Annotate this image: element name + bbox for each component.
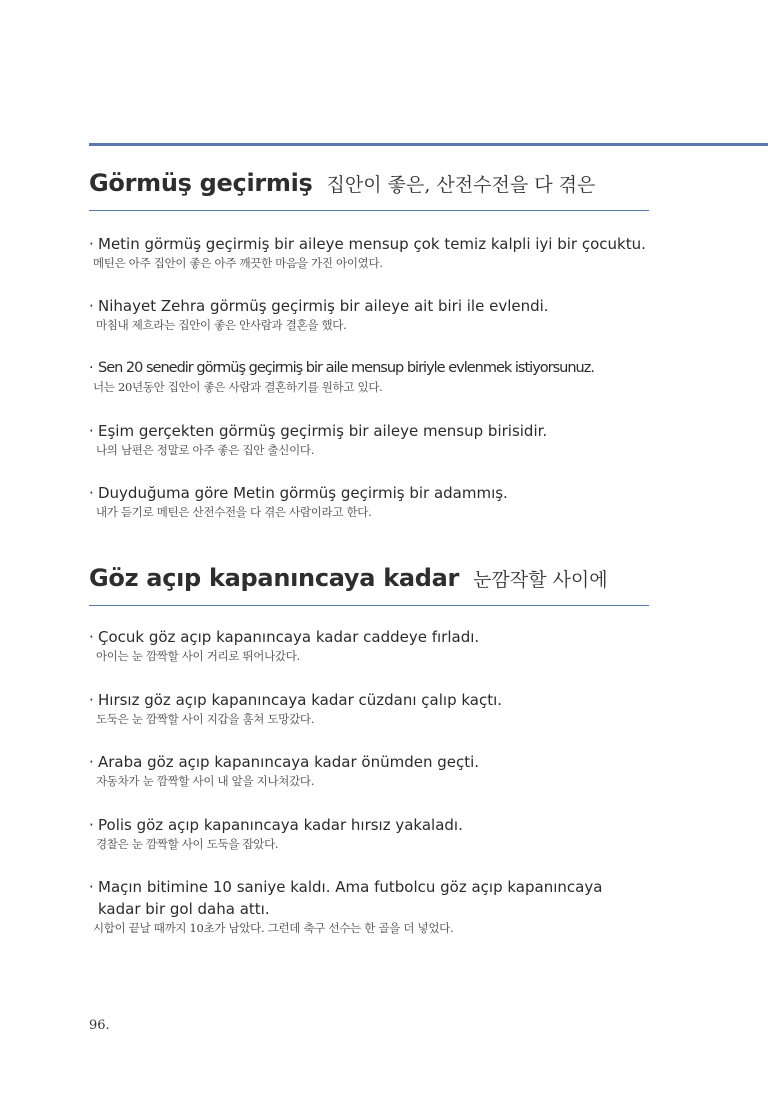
example-turkish xyxy=(89,357,649,379)
example-korean: 아이는 눈 깜짝할 사이 거리로 뛰어나갔다. xyxy=(96,649,300,663)
example-turkish-text: Eşim gerçekten görmüş geçirmiş bir aileye mensup birisidir. xyxy=(98,422,548,440)
example-turkish-text: Sen 20 senedir görmüş geçirmiş bir aile mensup biriyle evlenmek istiyorsunuz. xyxy=(98,360,594,376)
section-title-turkish: Göz açıp kapanıncaya kadar xyxy=(89,564,460,592)
example-turkish xyxy=(89,876,649,898)
bullet: · xyxy=(89,753,94,771)
example-item xyxy=(89,814,649,852)
section-title-korean: 눈깜작할 사이에 xyxy=(473,569,608,591)
example-item xyxy=(89,482,649,520)
example-korean: 자동차가 눈 깜짝할 사이 내 앞을 지나쳐갔다. xyxy=(96,774,315,788)
example-turkish-text: Maçın bitimine 10 saniye kaldı. Ama futbolcu göz açıp kapanıncaya xyxy=(98,878,603,896)
example-korean: 메틴은 아주 집안이 좋은 아주 깨끗한 마음을 가진 아이였다. xyxy=(93,256,383,270)
example-korean: 시합이 끝날 때까지 10초가 남았다. 그런데 축구 선수는 한 골을 더 넣었다. xyxy=(93,921,454,935)
example-turkish-text: Metin görmüş geçirmiş bir aileye mensup çok temiz kalpli iyi bir çocuktu. xyxy=(98,235,646,253)
example-korean: 내가 듣기로 메틴은 산전수전을 다 겪은 사람이라고 한다. xyxy=(96,505,372,519)
example-turkish-text: Çocuk göz açıp kapanıncaya kadar caddeye fırladı. xyxy=(98,628,480,646)
example-item xyxy=(89,357,649,395)
example-turkish-text: Duyduğuma göre Metin görmüş geçirmiş bir adammış. xyxy=(98,484,508,502)
example-item xyxy=(89,876,649,936)
bullet: · xyxy=(89,235,94,253)
bullet: · xyxy=(89,484,94,502)
bullet: · xyxy=(89,628,94,646)
bullet: · xyxy=(89,816,94,834)
example-turkish xyxy=(89,814,649,836)
section-rule xyxy=(89,210,649,211)
example-turkish xyxy=(89,482,649,504)
example-turkish-text: Polis göz açıp kapanıncaya kadar hırsız yakaladı. xyxy=(98,816,463,834)
page-number: 96. xyxy=(89,1018,110,1033)
example-turkish xyxy=(89,233,649,255)
example-item xyxy=(89,689,649,727)
bullet: · xyxy=(89,691,94,709)
example-turkish-text: kadar bir gol daha attı. xyxy=(98,900,270,918)
example-item xyxy=(89,420,649,458)
example-turkish xyxy=(89,751,649,773)
example-korean: 경찰은 눈 깜짝할 사이 도둑을 잡았다. xyxy=(96,837,279,851)
example-korean: 너는 20년동안 집안이 좋은 사람과 결혼하기를 원하고 있다. xyxy=(93,380,383,394)
bullet: · xyxy=(89,878,94,896)
section-title-turkish: Görmüş geçirmiş xyxy=(89,169,313,197)
section-heading xyxy=(89,169,649,197)
example-turkish-text: Hırsız göz açıp kapanıncaya kadar cüzdanı çalıp kaçtı. xyxy=(98,691,503,709)
example-turkish xyxy=(89,689,649,711)
example-turkish xyxy=(89,420,649,442)
example-item xyxy=(89,626,649,664)
section-rule xyxy=(89,605,649,606)
section-title-korean: 집안이 좋은, 산전수전을 다 겪은 xyxy=(326,174,596,196)
example-item xyxy=(89,233,649,271)
example-turkish xyxy=(89,295,649,317)
example-turkish-continued xyxy=(89,898,649,920)
example-korean: 나의 남편은 정말로 아주 좋은 집안 출신이다. xyxy=(96,443,315,457)
section-heading xyxy=(89,564,649,592)
bullet: · xyxy=(89,360,93,376)
example-turkish xyxy=(89,626,649,648)
top-rule xyxy=(89,143,768,146)
example-turkish-text: Nihayet Zehra görmüş geçirmiş bir aileye ait biri ile evlendi. xyxy=(98,297,549,315)
bullet: · xyxy=(89,422,94,440)
example-korean: 마침내 제흐라는 집안이 좋은 안사람과 결혼을 했다. xyxy=(96,318,347,332)
example-item xyxy=(89,751,649,789)
example-korean: 도둑은 눈 깜짝할 사이 지갑을 훔쳐 도망갔다. xyxy=(96,712,315,726)
section-gormus-gecirmis xyxy=(89,169,649,519)
bullet: · xyxy=(89,297,94,315)
example-turkish-text: Araba göz açıp kapanıncaya kadar önümden geçti. xyxy=(98,753,480,771)
section-goz-acip-kapanincaya-kadar xyxy=(89,564,649,935)
example-item xyxy=(89,295,649,333)
